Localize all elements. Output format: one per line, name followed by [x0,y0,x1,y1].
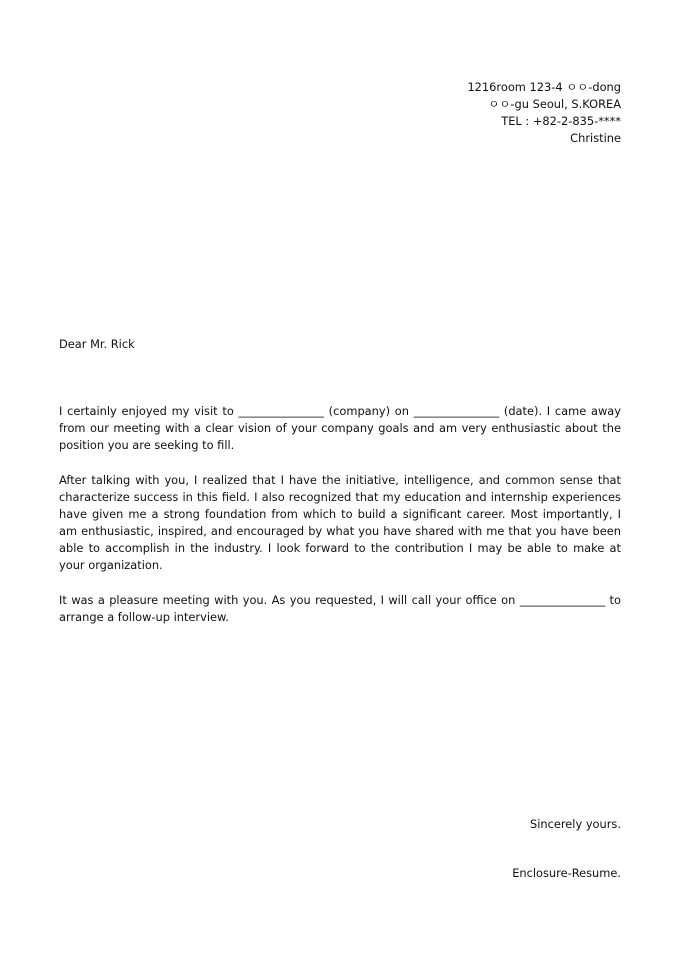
sender-name: Christine [570,131,621,145]
closing-signoff: Sincerely yours. [529,817,621,831]
sender-address-line-2: ㅇㅇ-gu Seoul, S.KOREA [488,97,621,111]
body-paragraph-3: It was a pleasure meeting with you. As you requested, I will call your office on _______________ to arrange a follow-up interview. [59,593,621,624]
sender-address-block [467,79,621,147]
body-paragraph-2: After talking with you, I realized that I have the initiative, intelligence, and common sense that characterize success in this field. I also recognized that my education and internship experiences have given me a strong foundation from which to build a significant career. Most importantly, I am enthusiastic, inspired, and encouraged by what you have shared with me that you have been able to accomplish in the industry. I look forward to the contribution I may be able to make at your organization. [59,473,621,572]
salutation: Dear Mr. Rick [59,337,135,351]
enclosure-note: Enclosure-Resume. [512,866,621,880]
body-paragraph-1: I certainly enjoyed my visit to _______________ (company) on _______________ (date). I came away from our meeting with a clear vision of your company goals and am very enthusiastic about the position you are seeking to fill. [59,404,621,452]
sender-phone: TEL : +82-2-835-**** [501,114,621,128]
sender-address-line-1: 1216room 123-4 ㅇㅇ-dong [467,80,621,94]
